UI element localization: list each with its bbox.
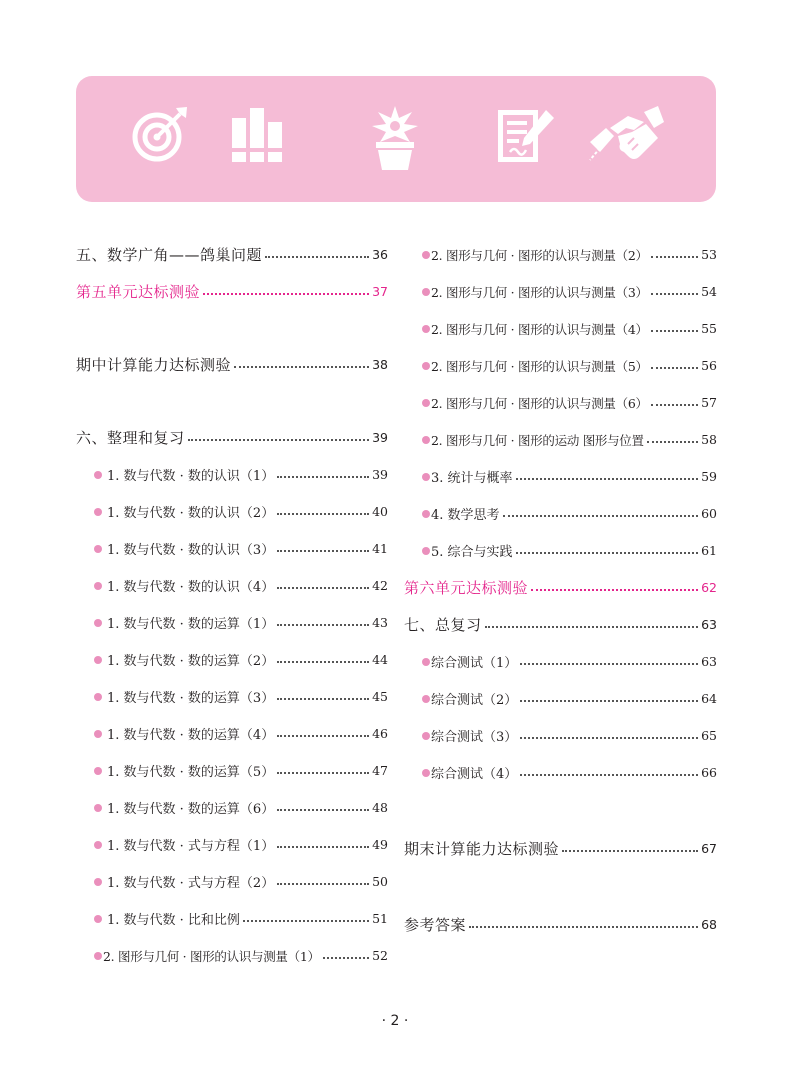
- toc-entry-chapter-5[interactable]: [76, 236, 388, 273]
- toc-entry-title: 1. 数与代数 · 式与方程（1）: [107, 839, 275, 854]
- toc-subentry[interactable]: [76, 493, 388, 530]
- toc-entry-page: 66: [701, 765, 717, 780]
- dot-leader: [323, 956, 369, 959]
- toc-entry-title: 第六单元达标测验: [404, 579, 529, 597]
- dot-leader: [516, 551, 699, 554]
- toc-entry-page: 63: [701, 617, 717, 632]
- dot-leader: [234, 365, 369, 368]
- header-banner: [76, 76, 716, 202]
- toc-subentry[interactable]: [404, 310, 717, 347]
- toc-entry-title: 2. 图形与几何 · 图形的认识与测量（5）: [431, 358, 648, 374]
- toc-entry-title: 综合测试（4）: [431, 767, 518, 782]
- toc-entry-title: 1. 数与代数 · 数的运算（5）: [107, 765, 275, 780]
- toc-entry-page: 48: [372, 800, 388, 815]
- dot-leader: [651, 255, 698, 258]
- dot-leader: [188, 438, 370, 441]
- dot-leader: [651, 329, 698, 332]
- dot-leader: [651, 403, 698, 406]
- toc-entry-page: 68: [701, 917, 717, 932]
- toc-entry-page: 38: [372, 357, 388, 372]
- toc-subentry[interactable]: [76, 567, 388, 604]
- toc-entry-title: 2. 图形与几何 · 图形的认识与测量（3）: [431, 284, 648, 300]
- toc-subentry[interactable]: [76, 789, 388, 826]
- toc-entry-page: 57: [701, 395, 717, 410]
- dot-leader: [277, 586, 369, 589]
- toc-entry-page: 41: [372, 541, 388, 556]
- toc-subentry[interactable]: [76, 826, 388, 863]
- toc-entry-page: 67: [701, 841, 717, 856]
- toc-subentry[interactable]: [76, 456, 388, 493]
- toc-entry-page: 51: [372, 911, 388, 926]
- toc-entry-page: 44: [372, 652, 388, 667]
- toc-subentry[interactable]: [404, 236, 717, 273]
- toc-entry-unit-6-test[interactable]: [404, 569, 717, 606]
- toc-entry-title: 2. 图形与几何 · 图形的认识与测量（1）: [103, 948, 320, 964]
- toc-entry-title: 综合测试（2）: [431, 693, 518, 708]
- target-icon: [132, 104, 190, 162]
- dot-leader: [520, 773, 698, 776]
- books-icon: [230, 104, 288, 162]
- dot-leader: [562, 849, 698, 852]
- toc-entry-page: 62: [701, 580, 717, 595]
- toc-subentry[interactable]: [76, 752, 388, 789]
- dot-leader: [203, 292, 369, 295]
- toc-entry-page: 60: [701, 506, 717, 521]
- toc-entry-page: 45: [372, 689, 388, 704]
- toc-entry-page: 58: [701, 432, 717, 447]
- toc-entry-page: 54: [701, 284, 717, 299]
- toc-right-column: [404, 236, 717, 943]
- toc-entry-title: 七、总复习: [404, 616, 482, 634]
- dot-leader: [520, 699, 698, 702]
- toc-subentry[interactable]: [404, 421, 717, 458]
- dot-leader: [531, 588, 698, 591]
- toc-entry-title: 1. 数与代数 · 数的运算（3）: [107, 691, 275, 706]
- dot-leader: [520, 662, 698, 665]
- toc-entry-title: 第五单元达标测验: [76, 283, 201, 301]
- toc-entry-title: 1. 数与代数 · 数的运算（2）: [107, 654, 275, 669]
- dot-leader: [277, 734, 369, 737]
- dot-leader: [485, 625, 699, 628]
- dot-leader: [647, 440, 698, 443]
- dot-leader: [277, 549, 369, 552]
- toc-entry-final-test[interactable]: [404, 830, 717, 867]
- toc-entry-title: 1. 数与代数 · 式与方程（2）: [107, 876, 275, 891]
- toc-entry-chapter-7[interactable]: [404, 606, 717, 643]
- toc-entry-page: 53: [701, 247, 717, 262]
- toc-entry-title: 参考答案: [404, 916, 467, 934]
- toc-subentry[interactable]: [404, 273, 717, 310]
- toc-entry-page: 63: [701, 654, 717, 669]
- toc-subentry[interactable]: [76, 641, 388, 678]
- toc-subentry[interactable]: [76, 715, 388, 752]
- toc-subentry[interactable]: [76, 530, 388, 567]
- toc-entry-page: 46: [372, 726, 388, 741]
- toc-entry-title: 3. 统计与概率: [431, 471, 513, 486]
- toc-entry-title: 期末计算能力达标测验: [404, 840, 560, 858]
- toc-entry-chapter-6[interactable]: [76, 419, 388, 456]
- toc-entry-page: 50: [372, 874, 388, 889]
- dot-leader: [651, 292, 698, 295]
- toc-entry-title: 综合测试（1）: [431, 656, 518, 671]
- toc-subentry[interactable]: [76, 678, 388, 715]
- toc-entry-page: 37: [372, 284, 388, 299]
- toc-entry-title: 六、整理和复习: [76, 429, 185, 447]
- toc-subentry[interactable]: [404, 717, 717, 754]
- toc-subentry[interactable]: [404, 532, 717, 569]
- dot-leader: [520, 736, 698, 739]
- toc-entry-title: 五、数学广角——鸽巢问题: [76, 246, 263, 264]
- toc-entry-title: 4. 数学思考: [431, 508, 500, 523]
- toc-entry-midterm-test[interactable]: [76, 346, 388, 383]
- toc-entry-page: 47: [372, 763, 388, 778]
- toc-entry-page: 56: [701, 358, 717, 373]
- dot-leader: [503, 514, 699, 517]
- page-number: · 2 ·: [381, 1013, 409, 1029]
- dot-leader: [277, 808, 369, 811]
- toc-subentry[interactable]: [404, 458, 717, 495]
- toc-entry-title: 1. 数与代数 · 数的认识（1）: [107, 469, 275, 484]
- toc-entry-title: 1. 数与代数 · 数的运算（4）: [107, 728, 275, 743]
- toc-subentry[interactable]: [404, 495, 717, 532]
- toc-subentry[interactable]: [404, 680, 717, 717]
- toc-entry-page: 49: [372, 837, 388, 852]
- toc-entry-page: 43: [372, 615, 388, 630]
- dot-leader: [651, 366, 698, 369]
- toc-entry-page: 52: [372, 948, 388, 963]
- toc-entry-page: 39: [372, 467, 388, 482]
- dot-leader: [277, 845, 369, 848]
- handshake-icon: [588, 104, 666, 166]
- toc-entry-page: 39: [372, 430, 388, 445]
- toc-entry-answers[interactable]: [404, 906, 717, 943]
- toc-entry-title: 2. 图形与几何 · 图形的认识与测量（4）: [431, 321, 648, 337]
- dot-leader: [277, 697, 369, 700]
- toc-entry-title: 1. 数与代数 · 数的认识（3）: [107, 543, 275, 558]
- toc-subentry[interactable]: [404, 347, 717, 384]
- toc-entry-title: 1. 数与代数 · 比和比例: [107, 913, 240, 928]
- toc-entry-title: 期中计算能力达标测验: [76, 356, 232, 374]
- dot-leader: [277, 512, 369, 515]
- toc-subentry[interactable]: [404, 384, 717, 421]
- dot-leader: [243, 919, 369, 922]
- toc-entry-page: 65: [701, 728, 717, 743]
- toc-entry-page: 42: [372, 578, 388, 593]
- toc-subentry[interactable]: [76, 604, 388, 641]
- toc-left-column: [76, 236, 388, 974]
- toc-entry-page: 64: [701, 691, 717, 706]
- toc-entry-page: 40: [372, 504, 388, 519]
- dot-leader: [469, 925, 698, 928]
- toc-subentry[interactable]: [76, 937, 388, 974]
- dot-leader: [277, 623, 369, 626]
- dot-leader: [277, 660, 369, 663]
- toc-entry-title: 1. 数与代数 · 数的认识（2）: [107, 506, 275, 521]
- toc-entry-page: 59: [701, 469, 717, 484]
- toc-subentry[interactable]: [404, 754, 717, 791]
- toc-subentry[interactable]: [76, 863, 388, 900]
- toc-entry-title: 2. 图形与几何 · 图形的运动 图形与位置: [431, 432, 644, 448]
- toc-entry-title: 综合测试（3）: [431, 730, 518, 745]
- toc-entry-page: 55: [701, 321, 717, 336]
- dot-leader: [277, 771, 369, 774]
- toc-entry-page: 61: [701, 543, 717, 558]
- toc-subentry[interactable]: [76, 900, 388, 937]
- toc-entry-title: 1. 数与代数 · 数的运算（6）: [107, 802, 275, 817]
- document-edit-icon: [496, 104, 556, 164]
- toc-entry-title: 2. 图形与几何 · 图形的认识与测量（6）: [431, 395, 648, 411]
- dot-leader: [516, 477, 699, 480]
- dot-leader: [277, 475, 369, 478]
- toc-entry-title: 2. 图形与几何 · 图形的认识与测量（2）: [431, 247, 648, 263]
- toc-entry-page: 36: [372, 247, 388, 262]
- toc-entry-title: 1. 数与代数 · 数的认识（4）: [107, 580, 275, 595]
- dot-leader: [265, 255, 369, 258]
- toc-subentry[interactable]: [404, 643, 717, 680]
- dot-leader: [277, 882, 369, 885]
- potted-plant-icon: [366, 104, 424, 170]
- toc-entry-title: 1. 数与代数 · 数的运算（1）: [107, 617, 275, 632]
- toc-entry-unit-5-test[interactable]: [76, 273, 388, 310]
- toc-entry-title: 5. 综合与实践: [431, 545, 513, 560]
